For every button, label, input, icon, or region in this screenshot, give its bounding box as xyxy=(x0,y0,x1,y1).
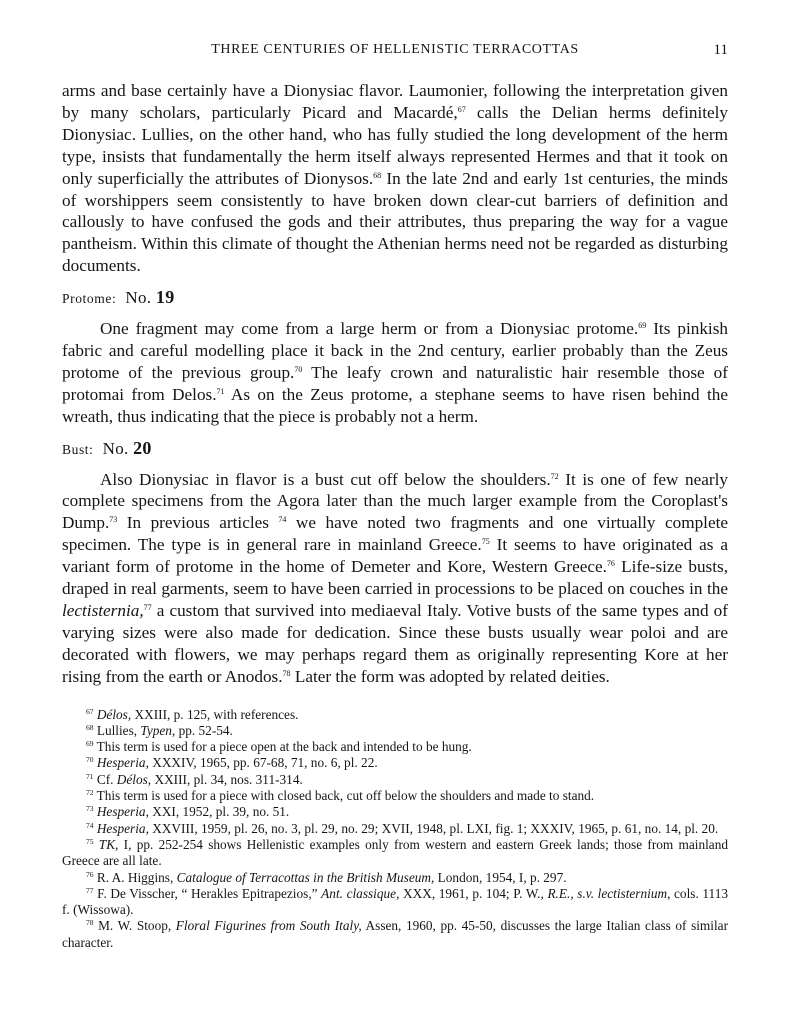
footnote-71 xyxy=(62,772,728,788)
paragraph-protome xyxy=(62,318,728,428)
running-header xyxy=(62,30,728,58)
heading-number: 20 xyxy=(133,437,152,458)
footnote-italic-text: Typen, xyxy=(140,722,176,738)
page-number: 11 xyxy=(713,42,728,58)
footnote-73 xyxy=(62,804,728,820)
footnote-72 xyxy=(62,788,728,804)
footnote-number: 77 xyxy=(86,885,94,895)
footnote-ref-68: 68 xyxy=(373,170,382,180)
document-page xyxy=(62,30,728,951)
footnote-text: pp. 52-54. xyxy=(175,722,233,738)
footnote-text: cols. 1113 f. (Wissowa). xyxy=(62,885,729,918)
footnote-text: XXX, 1961, p. 104; P. W., xyxy=(399,885,548,901)
footnote-text: I, pp. 252-254 shows Hellenistic examples only from western and eastern Greek lands; those from mainland Greece are all late. xyxy=(62,836,729,869)
footnote-text: F. De Visscher, “ Herakles Epitrapezios,” xyxy=(97,885,322,901)
footnote-italic-text: R.E., s.v. lectisternium, xyxy=(547,885,671,901)
heading-number: 19 xyxy=(155,287,175,308)
paragraph-bust xyxy=(62,469,728,688)
footnote-number: 75 xyxy=(86,836,94,846)
footnote-ref-78: 78 xyxy=(282,668,291,678)
footnote-text: Cf. xyxy=(96,771,117,787)
footnote-75 xyxy=(62,837,728,870)
footnote-italic-text: Hesperia, xyxy=(96,755,149,771)
footnote-italic-text: Hesperia, xyxy=(96,820,149,836)
footnote-ref-67: 67 xyxy=(457,104,466,114)
footnote-78 xyxy=(62,918,728,951)
footnote-number: 73 xyxy=(86,804,94,814)
text-run: It seems to have originated as a variant form of protome in the home of Demeter and Kore, Western Greece. xyxy=(62,535,728,577)
footnote-ref-77: 77 xyxy=(143,602,152,612)
text-run: It is one of few nearly complete specimens from the Agora later than the much larger example from the Coroplast's Dump. xyxy=(62,469,728,533)
footnote-ref-76: 76 xyxy=(606,559,615,569)
heading-no: No. xyxy=(125,288,152,308)
text-run: One fragment may come from a large herm or from a Dionysiac protome. xyxy=(100,319,639,339)
text-run: The leafy crown and naturalistic hair resemble those of protomai from Delos. xyxy=(62,362,728,404)
footnote-italic-text: Hesperia, xyxy=(96,804,149,820)
text-run: Also Dionysiac in flavor is a bust cut off below the shoulders. xyxy=(100,469,551,489)
footnote-77 xyxy=(62,886,728,919)
text-run: In previous articles xyxy=(117,513,279,533)
footnote-ref-70: 70 xyxy=(294,364,303,374)
footnote-italic-text: Floral Figurines from South Italy, xyxy=(175,918,362,934)
text-run: Life-size busts, draped in real garments, seem to have been carried in processions to be placed on couches in the xyxy=(62,557,728,599)
footnote-italic-text: TK, xyxy=(98,836,119,852)
footnote-number: 74 xyxy=(86,820,94,830)
footnote-italic-text: Délos, xyxy=(96,706,132,722)
footnote-text: XXIII, pl. 34, nos. 311-314. xyxy=(151,771,303,787)
section-heading-bust xyxy=(62,438,728,461)
heading-label: Protome: xyxy=(62,291,117,307)
text-run: As on the Zeus protome, a stephane seems to have risen behind the wreath, thus indicating that the piece is probably not a herm. xyxy=(62,384,728,426)
footnote-69 xyxy=(62,739,728,755)
footnote-ref-74: 74 xyxy=(278,515,287,525)
footnote-number: 67 xyxy=(86,706,94,716)
footnote-number: 71 xyxy=(86,771,94,781)
footnote-70 xyxy=(62,755,728,771)
footnote-text: M. W. Stoop, xyxy=(98,918,176,934)
text-run: In the late 2nd and early 1st centuries, the minds of worshippers seem consistently to have broken down clear-cut barriers of definition and callously to have confused the gods and their attributes, thus preparing the way for a vague pantheism. Within this climate of thought the Athenian herms need not be regarded as disturbing documents. xyxy=(62,168,728,276)
main-text xyxy=(62,80,728,688)
footnote-text: This term is used for a piece open at the back and intended to be hung. xyxy=(96,739,472,755)
text-run: a custom that survived into mediaeval Italy. Votive busts of the same types and of varying sizes were also made for dedication. Since these busts usually wear poloi and are decorated with flowers, we may perhaps regard them as originally representing Kore at her rising from the earth or Anodos. xyxy=(62,600,728,686)
footnote-68 xyxy=(62,723,728,739)
text-run: we have noted two fragments and one virtually complete specimen. The type is in general rare in mainland Greece. xyxy=(62,513,728,555)
footnote-text: XXIII, p. 125, with references. xyxy=(131,706,299,722)
footnote-text: Lullies, xyxy=(96,722,141,738)
heading-no: No. xyxy=(102,438,129,458)
footnote-ref-73: 73 xyxy=(109,515,118,525)
footnote-text: London, 1954, I, p. 297. xyxy=(434,869,567,885)
section-heading-protome xyxy=(62,287,728,310)
text-run: Later the form was adopted by related deities. xyxy=(290,666,610,686)
footnote-number: 69 xyxy=(86,739,94,749)
footnote-number: 76 xyxy=(86,869,94,879)
footnote-italic-text: Ant. classique, xyxy=(321,885,400,901)
footnote-text: This term is used for a piece with closed back, cut off below the shoulders and made to stand. xyxy=(96,788,595,804)
footnote-text: R. A. Higgins, xyxy=(96,869,177,885)
footnote-ref-72: 72 xyxy=(550,471,559,481)
footnote-67 xyxy=(62,707,728,723)
footnote-number: 70 xyxy=(86,755,94,765)
footnote-74 xyxy=(62,821,728,837)
footnote-76 xyxy=(62,870,728,886)
heading-label: Bust: xyxy=(62,441,94,457)
footnote-text: XXVIII, 1959, pl. 26, no. 3, pl. 29, no. 29; XVII, 1948, pl. LXI, fig. 1; XXXIV, 1965, p. 61, no. 14, pl. 20. xyxy=(148,820,719,836)
footnote-italic-text: Délos, xyxy=(116,771,152,787)
text-run: Its pinkish fabric and careful modelling place it back in the 2nd century, earlier probably than the Zeus protome of the previous group. xyxy=(62,319,728,382)
footnote-number: 78 xyxy=(86,918,94,928)
footnote-number: 68 xyxy=(86,722,94,732)
text-run: calls the Delian herms definitely Dionysiac. Lullies, on the other hand, who has fully studied the long development of the herm type, insists that fundamentally the herm itself always represented Hermes and that it took on only superficially the attributes of Dionysos. xyxy=(62,102,728,188)
footnote-ref-71: 71 xyxy=(216,386,225,396)
footnote-italic-text: Catalogue of Terracottas in the British Museum, xyxy=(176,869,435,885)
text-run: arms and base certainly have a Dionysiac flavor. Laumonier, following the interpretation given by many scholars, particularly Picard and Macardé, xyxy=(62,81,728,122)
footnote-number: 72 xyxy=(86,788,94,798)
footnote-text: XXI, 1952, pl. 39, no. 51. xyxy=(148,804,290,820)
paragraph-herms xyxy=(62,80,728,277)
footnote-ref-75: 75 xyxy=(481,537,490,547)
footnote-text: XXXIV, 1965, pp. 67-68, 71, no. 6, pl. 22. xyxy=(148,755,378,771)
running-title: THREE CENTURIES OF HELLENISTIC TERRACOTTAS xyxy=(211,42,579,57)
footnote-ref-69: 69 xyxy=(638,321,647,331)
footnote-text: Assen, 1960, pp. 45-50, discusses the large Italian class of similar character. xyxy=(62,918,728,950)
footnotes xyxy=(62,707,728,951)
italic-term: lectisternia, xyxy=(62,600,144,620)
